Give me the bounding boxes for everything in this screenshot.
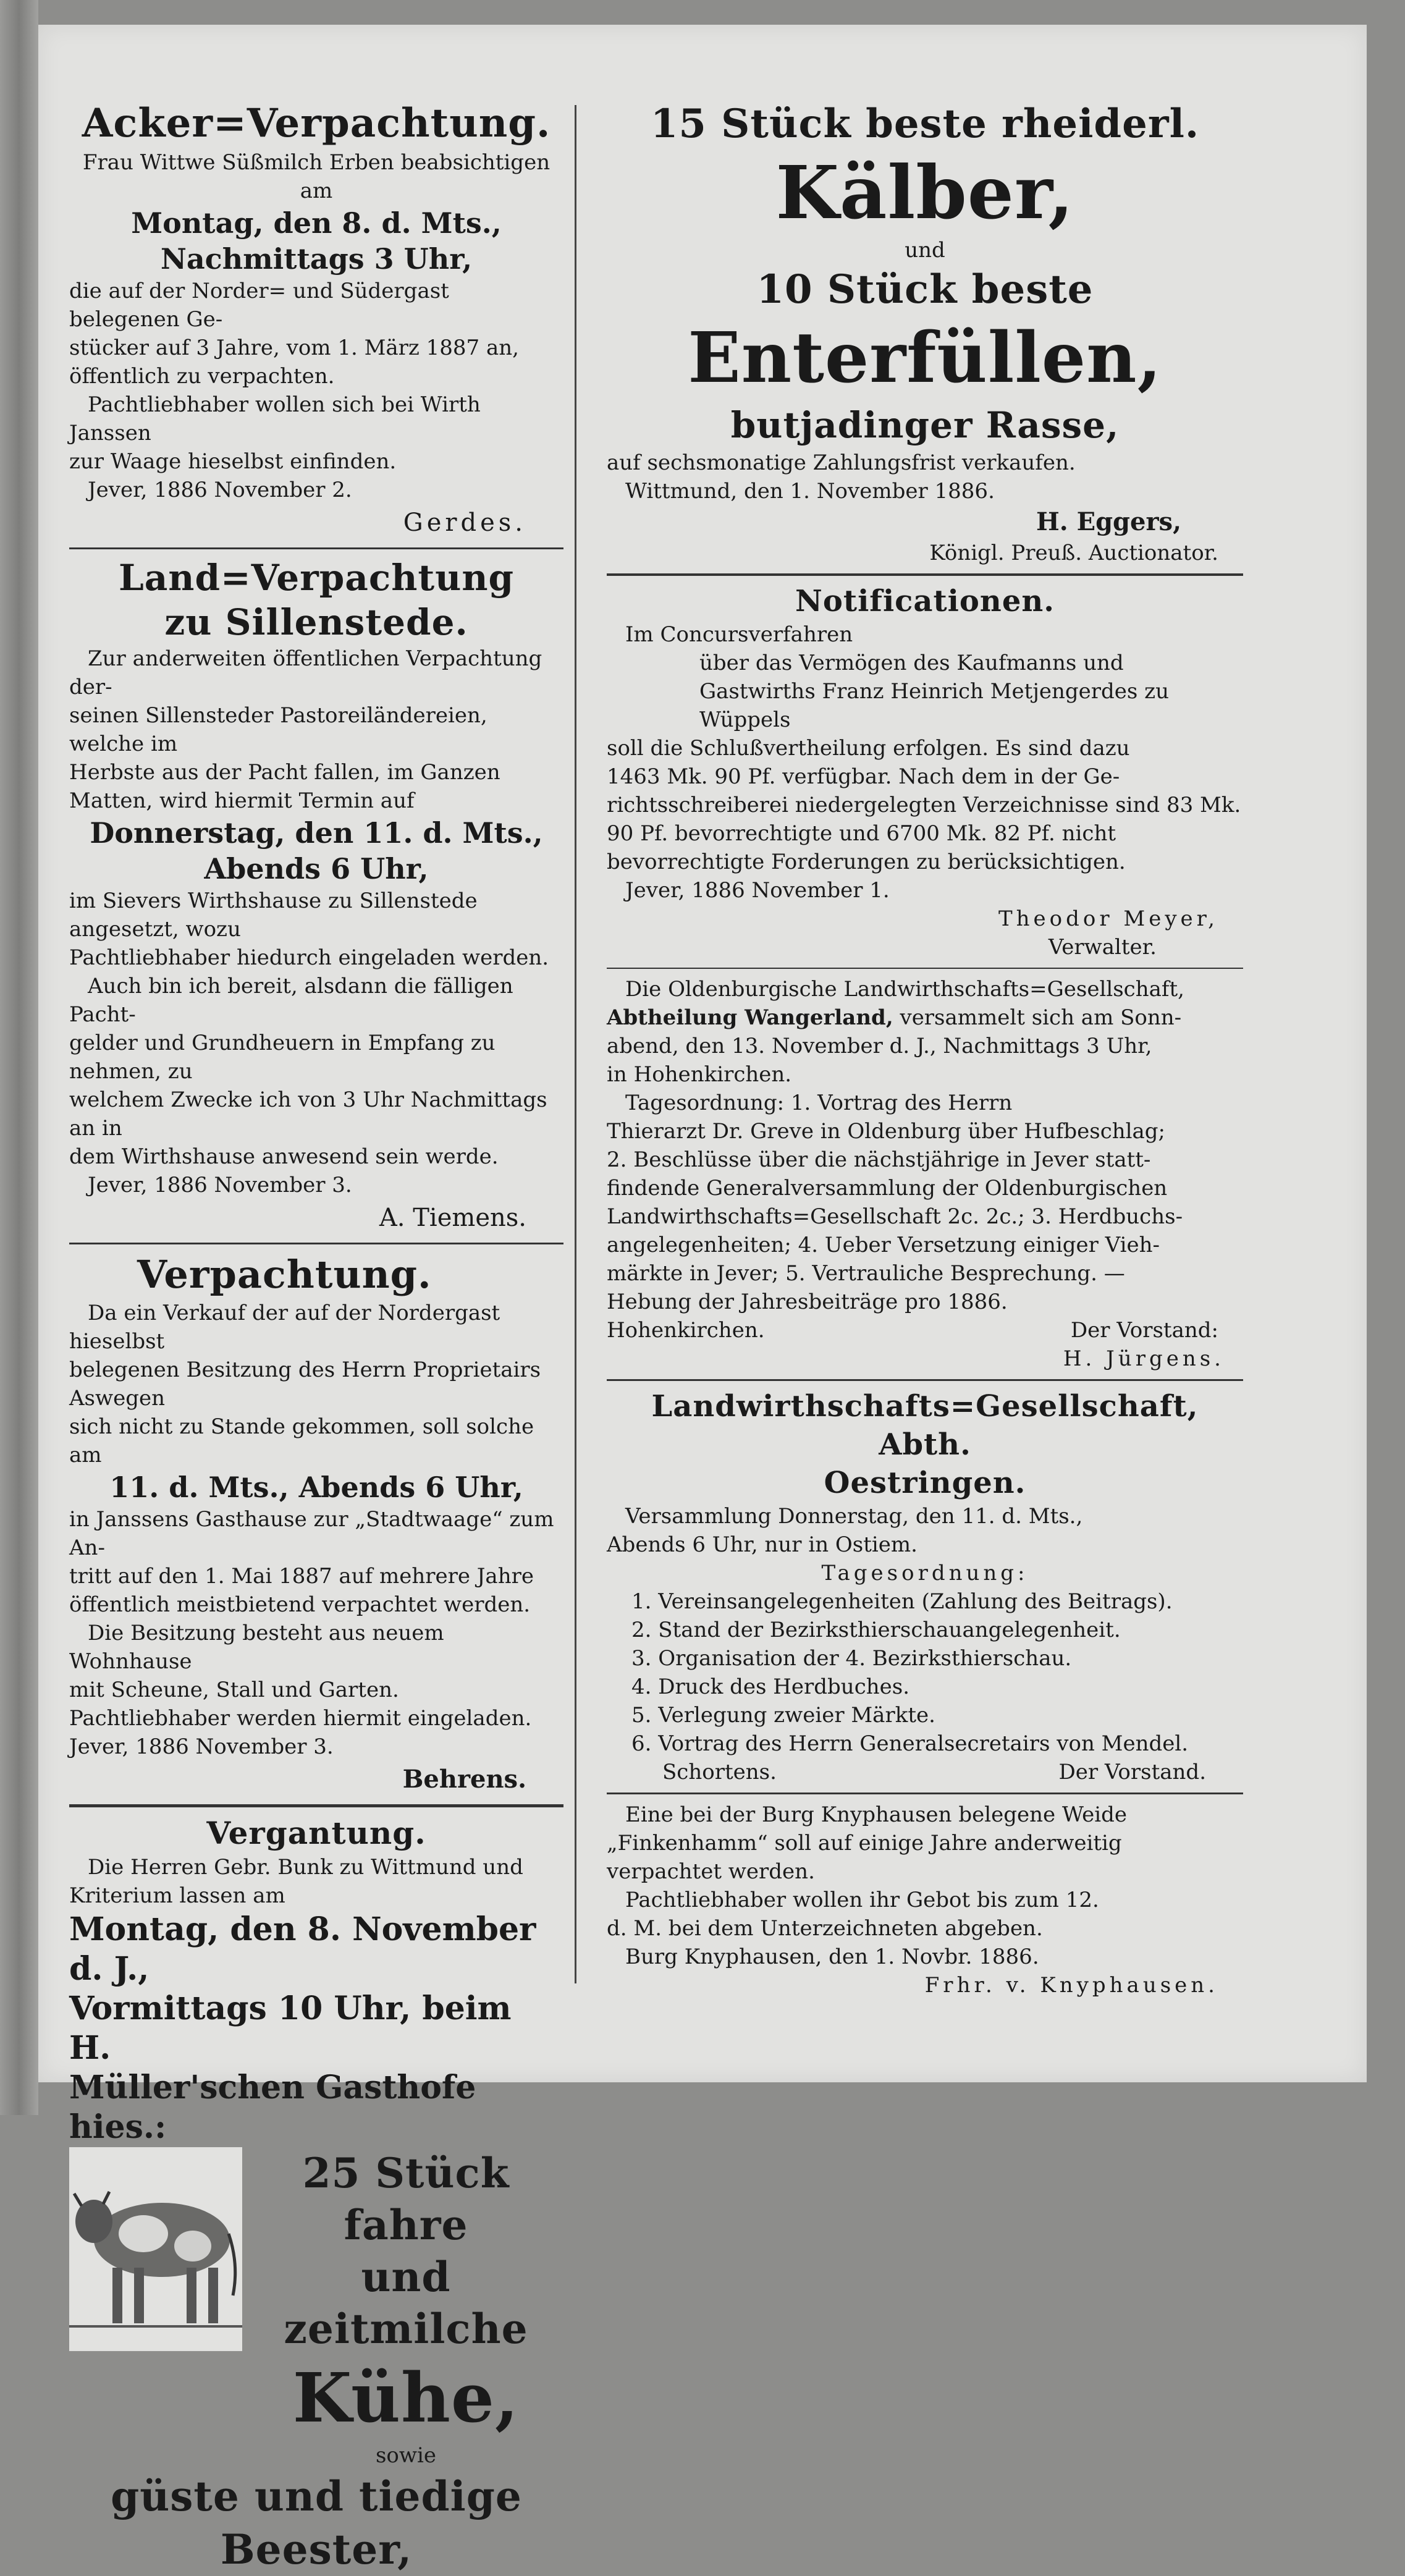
ad-place-date: Wittmund, den 1. November 1886. (625, 479, 995, 504)
ad-time: Abends 6 Uhr, (204, 852, 429, 885)
ad-signature: H. Eggers, (1036, 507, 1181, 536)
ad-text: 1463 Mk. 90 Pf. verfügbar. Nach dem in der Ge- (607, 764, 1120, 789)
ad-text: auf sechsmonatige Zahlungsfrist verkaufen. (607, 450, 1076, 475)
ad-text: öffentlich zu verpachten. (69, 364, 335, 389)
ad-text: märkte in Jever; 5. Vertrauliche Besprechung. — (607, 1261, 1125, 1286)
ad-text: Herbste aus der Pacht fallen, im Ganzen (69, 760, 500, 785)
ad-separator (69, 1804, 563, 1807)
ad-heading: güste und tiedige Beester, (111, 2472, 522, 2574)
ad-text: in Janssens Gasthause zur „Stadtwaage“ zum An- (69, 1507, 554, 1560)
ad-date: Montag, den 8. d. Mts., (131, 206, 502, 240)
column-divider (575, 105, 576, 1983)
left-column (69, 99, 563, 2576)
ad-text: abend, den 13. November d. J., Nachmittags 3 Uhr, (607, 1034, 1152, 1058)
ad-heading: Kälber, (775, 150, 1074, 235)
ad-date: 11. d. Mts., Abends 6 Uhr, (109, 1471, 523, 1504)
ad-place-date: Burg Knyphausen, den 1. Novbr. 1886. (625, 1945, 1039, 1969)
ad-separator (69, 1243, 563, 1244)
ad-title: Acker=Verpachtung. (82, 100, 551, 146)
ad-verpachtung (69, 1251, 563, 1798)
section-title: Notificationen. (795, 584, 1055, 619)
ad-place: Hohenkirchen. (607, 1318, 765, 1343)
ad-time: Vormittags 10 Uhr, beim H. (69, 1990, 512, 2067)
ad-text: Im Concursverfahren (625, 622, 853, 647)
ad-text: Gastwirths Franz Heinrich Metjengerdes zu (699, 679, 1169, 704)
ad-text: stücker auf 3 Jahre, vom 1. März 1887 an, (69, 336, 519, 360)
ad-signature-title: Königl. Preuß. Auctionator. (929, 541, 1218, 565)
ad-subtitle: butjadinger Rasse, (730, 404, 1120, 446)
ad-text: Tagesordnung: 1. Vortrag des Herrn (625, 1091, 1013, 1115)
agenda-item: 5. Verlegung zweier Märkte. (631, 1703, 935, 1728)
ad-text: im Sievers Wirthshause zu Sillenstede angesetzt, wozu (69, 889, 478, 942)
ad-text: Da ein Verkauf der auf der Nordergast hieselbst (69, 1301, 500, 1354)
ad-text: Hebung der Jahresbeiträge pro 1886. (607, 1290, 1008, 1314)
ad-separator (607, 968, 1243, 969)
ad-separator (69, 547, 563, 549)
ad-footer (607, 1316, 1243, 1345)
ad-text: d. M. bei dem Unterzeichneten abgeben. (607, 1916, 1043, 1941)
ad-place-date: Jever, 1886 November 3. (88, 1173, 352, 1197)
ad-text: Landwirthschafts=Gesellschaft 2c. 2c.; 3. Herdbuchs- (607, 1204, 1183, 1229)
ad-text: Pachtliebhaber wollen ihr Gebot bis zum 12. (625, 1888, 1099, 1912)
ad-separator (607, 1793, 1243, 1794)
ad-title: Land=Verpachtung (118, 557, 515, 599)
ad-text: Auch bin ich bereit, alsdann die fälligen Pacht- (69, 974, 513, 1027)
ad-text: Versammlung Donnerstag, den 11. d. Mts., (625, 1504, 1083, 1529)
ad-heading: und zeitmilche (284, 2253, 528, 2353)
ad-text: Wüppels (699, 707, 791, 732)
ad-text: gelder und Grundheuern in Empfang zu nehmen, zu (69, 1031, 496, 1084)
ad-location: Müller'schen Gasthofe hies.: (69, 2069, 476, 2146)
ad-text: welchem Zwecke ich von 3 Uhr Nachmittags an in (69, 1087, 547, 1141)
ad-separator (607, 573, 1243, 576)
ad-text: Kriterium lassen am (69, 1883, 285, 1908)
ad-text: findende Generalversammlung der Oldenburgischen (607, 1176, 1168, 1201)
page-binding-edge (0, 0, 38, 2115)
ad-separator (607, 1379, 1243, 1381)
ad-date: Montag, den 8. November d. J., (69, 1911, 536, 1988)
agenda-item: 3. Organisation der 4. Bezirksthierschau. (631, 1646, 1072, 1671)
ad-text: versammelt sich am Sonn- (893, 1005, 1182, 1030)
ad-subtitle: Oestringen. (824, 1466, 1026, 1500)
ad-text: Frau Wittwe Süßmilch Erben beabsichtigen am (82, 150, 551, 203)
ad-landwirthschaft-oestringen (607, 1387, 1243, 1786)
ad-place: Schortens. (662, 1760, 777, 1784)
ad-heading: Enterfüllen, (688, 318, 1162, 399)
ad-signature: Gerdes. (403, 509, 526, 537)
ad-title: Vergantung. (206, 1815, 426, 1851)
ad-text: tritt auf den 1. Mai 1887 auf mehrere Jahre (69, 1564, 534, 1589)
ad-signature: Der Vorstand. (1058, 1760, 1206, 1784)
ad-text: Matten, wird hiermit Termin auf (69, 788, 415, 813)
ad-text: seinen Sillensteder Pastoreiländereien, welche im (69, 703, 487, 756)
ad-text: richtsschreiberei niedergelegten Verzeichnisse sind 83 Mk. (607, 793, 1241, 817)
agenda-item: 1. Vereinsangelegenheiten (Zahlung des Beitrags). (631, 1589, 1173, 1614)
ad-text: 90 Pf. bevorrechtigte und 6700 Mk. 82 Pf. nicht (607, 821, 1116, 846)
ad-text-bold: Abtheilung Wangerland, (607, 1005, 893, 1030)
cow-icon (69, 2147, 242, 2351)
ad-text: 2. Beschlüsse über die nächstjährige in Jever statt- (607, 1147, 1151, 1172)
ad-vergantung (69, 1814, 563, 2576)
ad-title: 15 Stück beste rheiderl. (650, 101, 1200, 147)
ad-footer (607, 1758, 1243, 1786)
ad-title: 10 Stück beste (756, 266, 1094, 313)
ad-notificationen (607, 582, 1243, 961)
ad-text: Pachtliebhaber wollen sich bei Wirth Janssen (69, 392, 481, 446)
ad-signature: H. Jürgens. (1063, 1346, 1225, 1371)
ad-text: Thierarzt Dr. Greve in Oldenburg über Hufbeschlag; (607, 1119, 1166, 1144)
ad-text: verpachtet werden. (607, 1859, 815, 1884)
ad-text: öffentlich meistbietend verpachtet werden. (69, 1592, 531, 1617)
ad-title: Verpachtung. (137, 1252, 432, 1297)
ad-text: „Finkenhamm“ soll auf einige Jahre anderweitig (607, 1831, 1122, 1856)
ad-text: sich nicht zu Stande gekommen, soll solche am (69, 1414, 534, 1467)
ad-text: angelegenheiten; 4. Ueber Versetzung einiger Vieh- (607, 1233, 1160, 1257)
ad-text: belegenen Besitzung des Herrn Proprietairs Aswegen (69, 1358, 541, 1411)
ad-subtitle: zu Sillenstede. (164, 601, 468, 643)
ad-text: Die Oldenburgische Landwirthschafts=Gesellschaft, (625, 977, 1184, 1002)
ad-text: Abends 6 Uhr, nur in Ostiem. (607, 1532, 918, 1557)
ad-text: Zur anderweiten öffentlichen Verpachtung der- (69, 646, 542, 699)
ad-weide-knyphausen (607, 1801, 1243, 2000)
ad-place-date: Jever, 1886 November 2. (88, 478, 352, 502)
ad-place-date: Jever, 1886 November 1. (625, 878, 890, 903)
ad-text: Die Besitzung besteht aus neuem Wohnhause (69, 1621, 444, 1674)
ad-text: die auf der Norder= und Südergast belegenen Ge- (69, 279, 449, 332)
cow-sale-text (248, 2147, 563, 2470)
ad-land-verpachtung (69, 555, 563, 1236)
ad-text: zur Waage hieselbst einfinden. (69, 449, 397, 474)
ad-text: Pachtliebhaber werden hiermit eingeladen. (69, 1706, 532, 1731)
agenda-item: 6. Vortrag des Herrn Generalsecretairs von Mendel. (631, 1731, 1189, 1756)
ad-kaelber (607, 99, 1243, 567)
agenda-item: 4. Druck des Herdbuches. (631, 1674, 910, 1699)
ad-landwirthschaft-wangerland (607, 975, 1243, 1373)
ad-signature-title: Der Vorstand: (1070, 1318, 1218, 1343)
ad-text: bevorrechtigte Forderungen zu berücksichtigen. (607, 850, 1126, 874)
ad-signature: Theodor Meyer, (998, 906, 1218, 931)
ad-text: über das Vermögen des Kaufmanns und (699, 651, 1124, 675)
ad-signature: A. Tiemens. (379, 1204, 526, 1232)
agenda-item: 2. Stand der Bezirksthierschauangelegenheit. (631, 1618, 1121, 1642)
ad-place-date: Jever, 1886 November 3. (69, 1734, 334, 1759)
ad-text: soll die Schlußvertheilung erfolgen. Es sind dazu (607, 736, 1130, 761)
ad-acker-verpachtung (69, 99, 563, 541)
ad-heading: Kühe, (292, 2358, 520, 2438)
cow-illustration-row (69, 2147, 563, 2470)
newspaper-page (38, 25, 1367, 2574)
ad-text: mit Scheune, Stall und Garten. (69, 1678, 399, 1702)
agenda-title: Tagesordnung: (821, 1561, 1029, 1586)
ad-text: in Hohenkirchen. (607, 1062, 792, 1087)
ad-text: dem Wirthshause anwesend sein werde. (69, 1144, 499, 1169)
ad-text: Pachtliebhaber hiedurch eingeladen werden. (69, 945, 549, 970)
ad-time: Nachmittags 3 Uhr, (160, 242, 473, 276)
ad-text: Eine bei der Burg Knyphausen belegene Weide (625, 1802, 1127, 1827)
ad-date: Donnerstag, den 11. d. Mts., (90, 816, 543, 850)
ad-text: Die Herren Gebr. Bunk zu Wittmund und (88, 1855, 523, 1880)
ad-signature: Frhr. v. Knyphausen. (924, 1973, 1218, 1998)
right-column (607, 99, 1243, 2000)
ad-heading: 25 Stück fahre (302, 2149, 510, 2249)
ad-text: und (905, 238, 945, 263)
ad-title: Landwirthschafts=Gesellschaft, Abth. (651, 1389, 1199, 1462)
ad-signature-title: Verwalter. (1048, 935, 1157, 960)
ad-signature: Behrens. (402, 1765, 526, 1794)
ad-text: sowie (375, 2443, 436, 2468)
